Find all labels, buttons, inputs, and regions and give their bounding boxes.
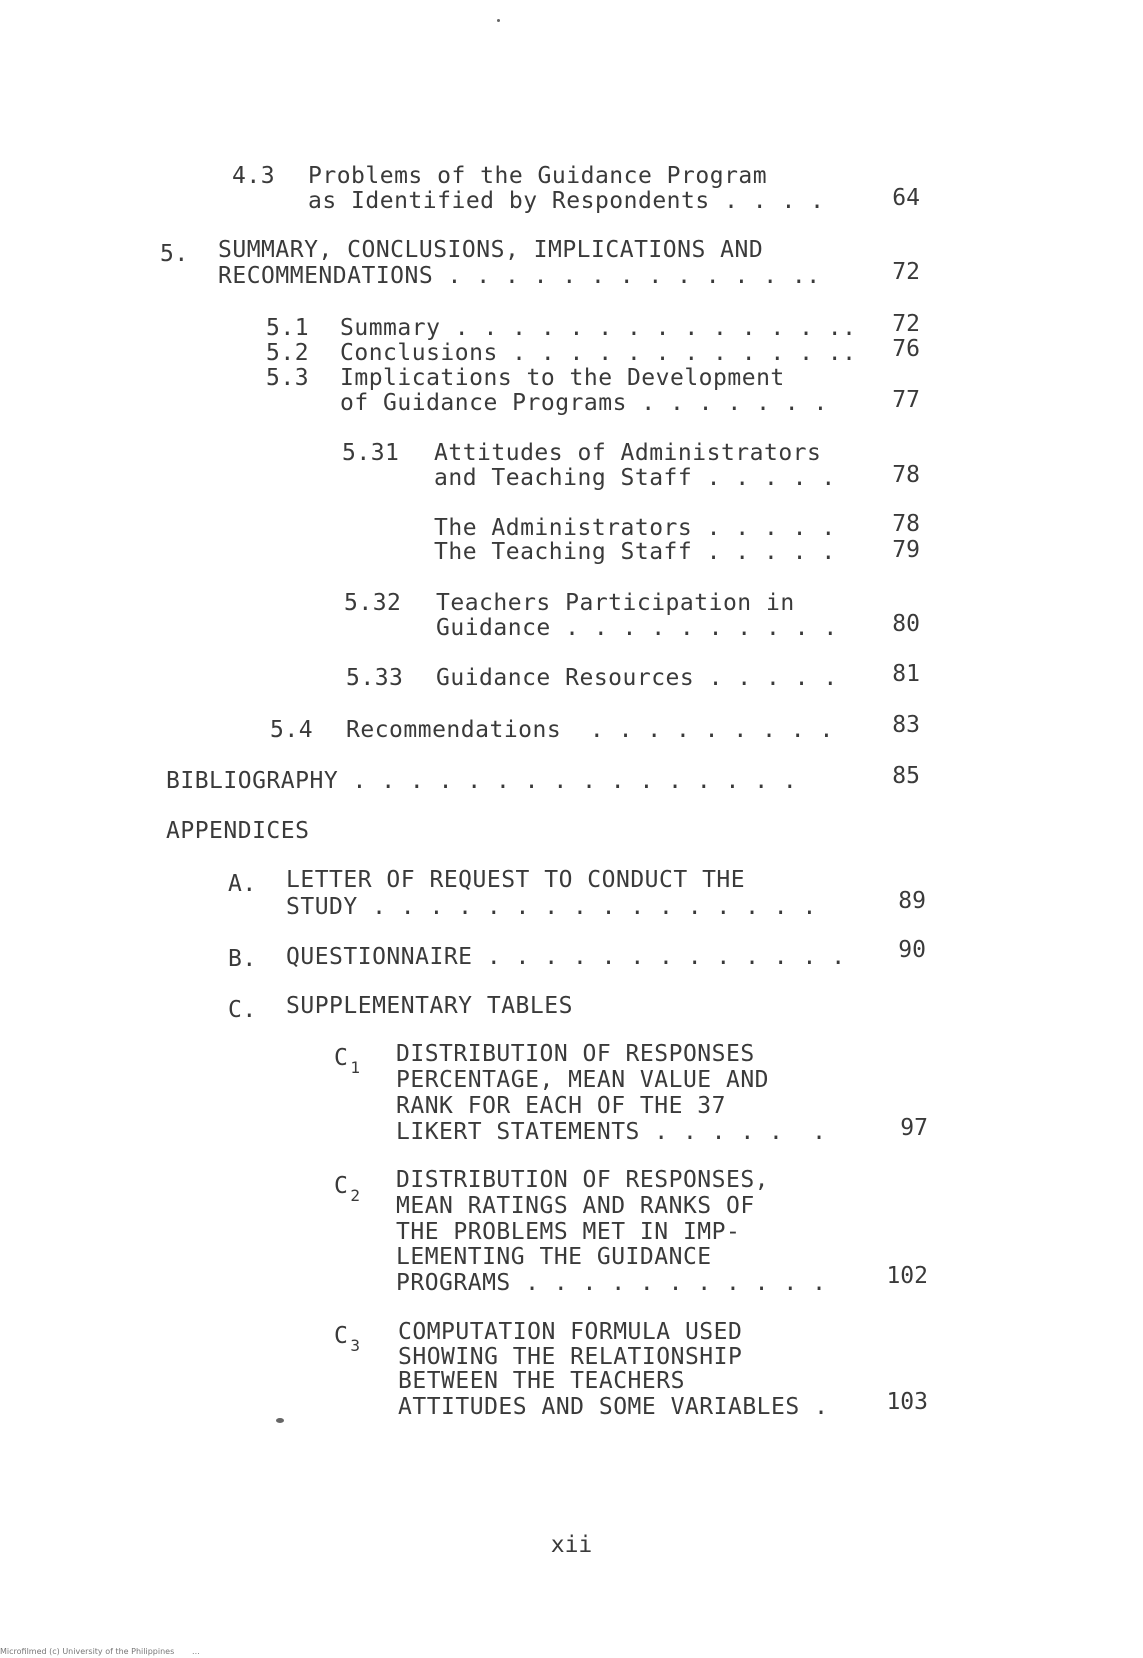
toc-4-3-number: 4.3 [232, 163, 276, 189]
toc-5-33-number: 5.33 [346, 665, 404, 691]
toc-appendix-c-letter: C. [228, 997, 257, 1023]
toc-table-c3-title-line4: ATTITUDES AND SOME VARIABLES . [398, 1394, 829, 1420]
toc-teaching-staff-page: 79 [892, 537, 920, 563]
toc-table-c2-title-line3: THE PROBLEMS MET IN IMP- [396, 1219, 741, 1245]
toc-5-3-number: 5.3 [266, 365, 310, 391]
toc-5-32-title-line1: Teachers Participation in [436, 590, 795, 616]
toc-ch5-page: 72 [892, 259, 920, 285]
toc-5-32-title-line2: Guidance . . . . . . . . . . [436, 615, 838, 641]
toc-table-c3-page: 103 [886, 1389, 928, 1415]
toc-table-c1-page: 97 [900, 1115, 928, 1141]
toc-5-3-page: 77 [892, 387, 920, 413]
toc-table-c3-title-line2: SHOWING THE RELATIONSHIP [398, 1344, 743, 1370]
toc-teaching-staff-title: The Teaching Staff . . . . . [434, 539, 836, 565]
toc-ch5-title-line1: SUMMARY, CONCLUSIONS, IMPLICATIONS AND [218, 237, 764, 263]
toc-table-c1-label [334, 1044, 361, 1082]
toc-appendix-a-letter: A. [228, 871, 257, 897]
toc-ch5-number: 5. [160, 241, 189, 267]
page-number: xii [550, 1532, 593, 1558]
toc-administrators-title: The Administrators . . . . . [434, 515, 836, 541]
toc-5-4-page: 83 [892, 712, 920, 738]
toc-table-c2-title-line4: LEMENTING THE GUIDANCE [396, 1244, 712, 1270]
toc-appendices-heading: APPENDICES [166, 818, 310, 844]
toc-5-4-number: 5.4 [270, 717, 314, 743]
toc-table-c2-page: 102 [886, 1263, 928, 1289]
toc-appendix-b-title: QUESTIONNAIRE . . . . . . . . . . . . . [286, 944, 846, 970]
toc-appendix-b-letter: B. [228, 946, 257, 972]
scan-speck [276, 1418, 284, 1423]
toc-5-3-title-line2: of Guidance Programs . . . . . . . [340, 390, 828, 416]
toc-5-2-number: 5.2 [266, 340, 310, 366]
toc-table-c2-subscript: 2 [350, 1186, 361, 1205]
toc-table-c2-label [334, 1172, 361, 1210]
toc-table-c1-title-line4: LIKERT STATEMENTS . . . . . . [396, 1119, 827, 1145]
toc-table-c3-subscript: 3 [350, 1336, 361, 1355]
toc-5-33-page: 81 [892, 661, 920, 687]
toc-4-3-title-line1: Problems of the Guidance Program [308, 163, 768, 189]
toc-5-32-number: 5.32 [344, 590, 402, 616]
scan-speck [497, 19, 500, 22]
toc-administrators-page: 78 [892, 511, 920, 537]
toc-table-c1-title-line1: DISTRIBUTION OF RESPONSES [396, 1041, 755, 1067]
toc-table-c2-title-line2: MEAN RATINGS AND RANKS OF [396, 1193, 755, 1219]
toc-5-2-title: Conclusions . . . . . . . . . . . .. [340, 340, 857, 366]
toc-bibliography-page: 85 [892, 763, 920, 789]
toc-appendix-a-page: 89 [898, 888, 926, 914]
toc-table-c3-title-line3: BETWEEN THE TEACHERS [398, 1368, 685, 1394]
toc-table-c1-letter: C [334, 1045, 349, 1071]
toc-5-31-page: 78 [892, 462, 920, 488]
toc-appendix-b-page: 90 [898, 937, 926, 963]
toc-5-2-page: 76 [892, 336, 920, 362]
toc-table-c1-subscript: 1 [350, 1058, 361, 1077]
toc-5-33-title: Guidance Resources . . . . . [436, 665, 838, 691]
toc-table-c2-title-line5: PROGRAMS . . . . . . . . . . . [396, 1270, 827, 1296]
toc-4-3-page: 64 [892, 185, 920, 211]
toc-5-31-title-line2: and Teaching Staff . . . . . [434, 465, 836, 491]
toc-5-1-page: 72 [892, 311, 920, 337]
toc-5-1-number: 5.1 [266, 315, 310, 341]
toc-4-3-title-line2: as Identified by Respondents . . . . [308, 188, 825, 214]
toc-5-32-page: 80 [892, 611, 920, 637]
toc-5-31-title-line1: Attitudes of Administrators [434, 440, 822, 466]
toc-table-c1-title-line3: RANK FOR EACH OF THE 37 [396, 1093, 726, 1119]
toc-ch5-title-line2: RECOMMENDATIONS . . . . . . . . . . . . .. [218, 263, 821, 289]
toc-5-4-title: Recommendations . . . . . . . . . [346, 717, 834, 743]
microfilm-footer: Microfilmed (c) University of the Philippines ... [0, 1647, 200, 1656]
toc-appendix-a-title-line1: LETTER OF REQUEST TO CONDUCT THE [286, 867, 746, 893]
toc-table-c2-letter: C [334, 1173, 349, 1199]
toc-table-c3-title-line1: COMPUTATION FORMULA USED [398, 1319, 743, 1345]
toc-bibliography-title: BIBLIOGRAPHY . . . . . . . . . . . . . . . . [166, 768, 798, 794]
toc-appendix-c-title: SUPPLEMENTARY TABLES [286, 993, 573, 1019]
toc-table-c1-title-line2: PERCENTAGE, MEAN VALUE AND [396, 1067, 770, 1093]
toc-appendix-a-title-line2: STUDY . . . . . . . . . . . . . . . . [286, 894, 817, 920]
toc-table-c3-letter: C [334, 1323, 349, 1349]
toc-5-3-title-line1: Implications to the Development [340, 365, 785, 391]
toc-5-1-title: Summary . . . . . . . . . . . . . .. [340, 315, 857, 341]
toc-5-31-number: 5.31 [342, 440, 400, 466]
toc-table-c3-label [334, 1322, 361, 1360]
toc-table-c2-title-line1: DISTRIBUTION OF RESPONSES, [396, 1167, 770, 1193]
